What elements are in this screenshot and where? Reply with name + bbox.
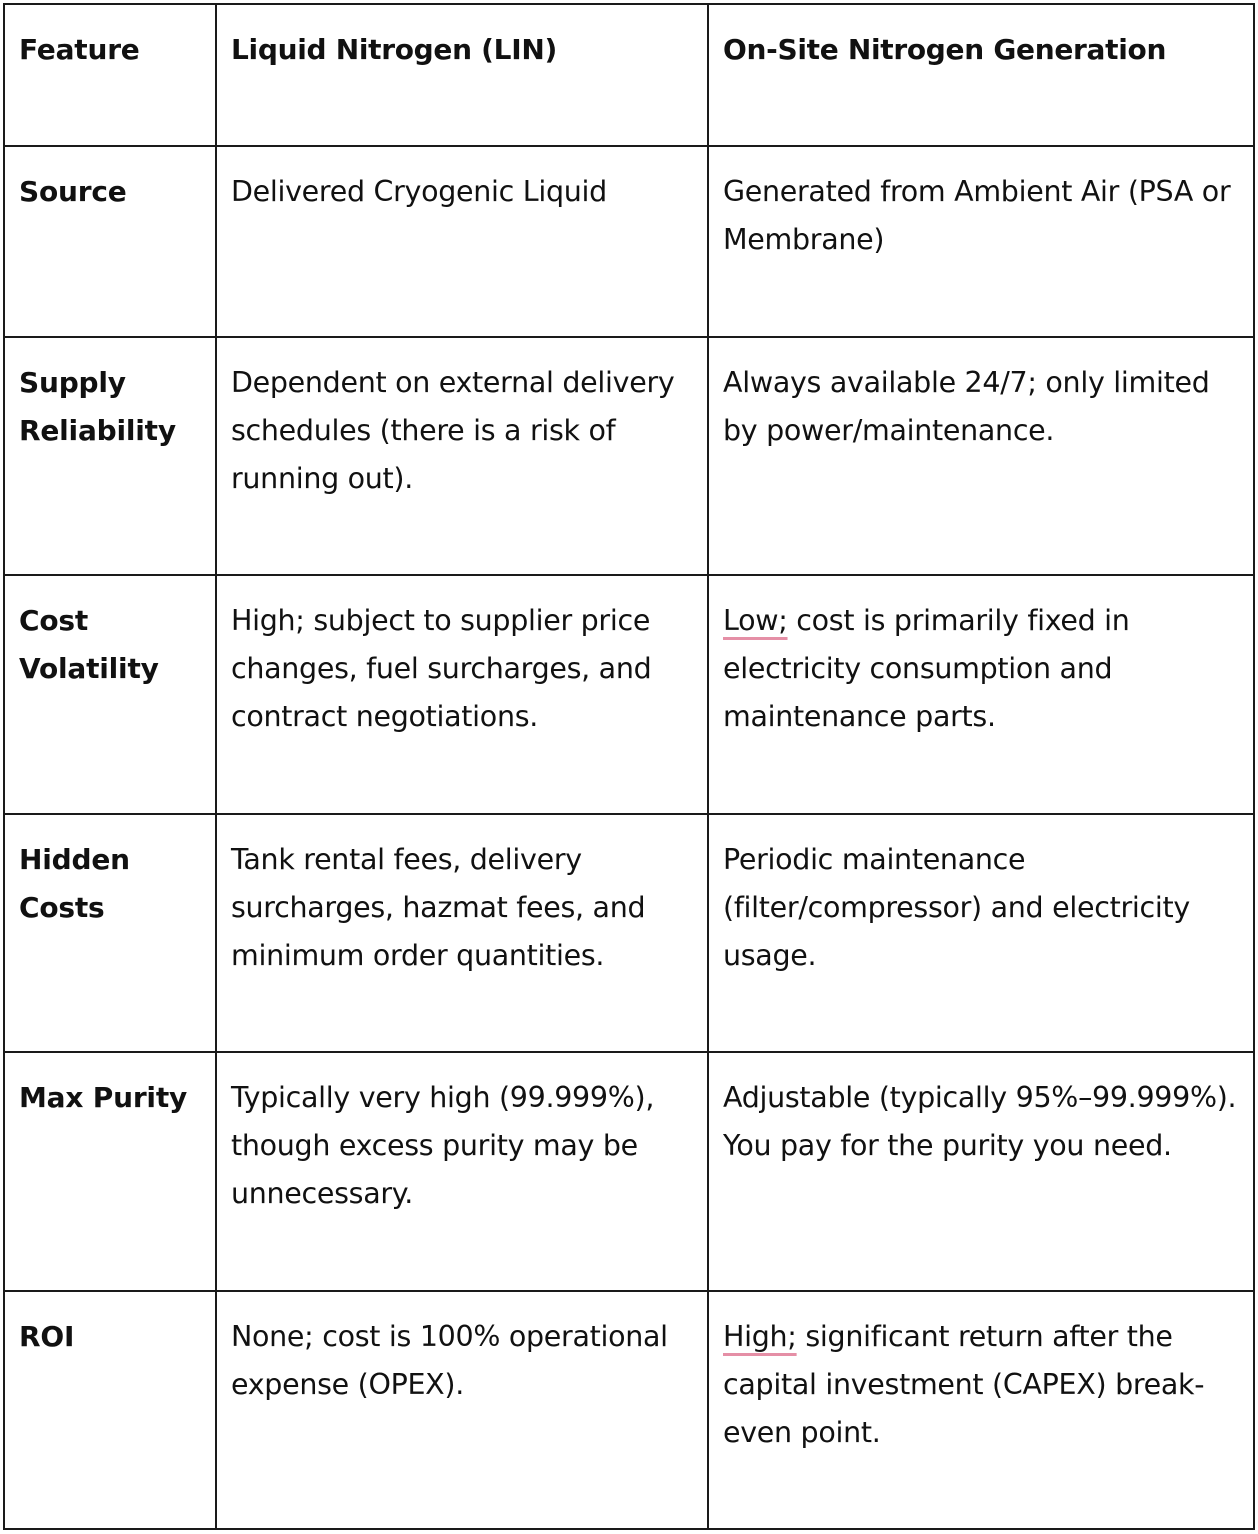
feature-cell: Cost Volatility	[4, 575, 216, 814]
header-on-site-generation: On-Site Nitrogen Generation	[708, 4, 1254, 146]
spellcheck-flagged-word[interactable]: Low;	[723, 604, 788, 637]
header-row	[4, 4, 1254, 146]
feature-cell: Max Purity	[4, 1052, 216, 1291]
onsite-cell-text: cost is primarily fixed in electricity consumption and maintenance parts.	[723, 604, 1130, 733]
onsite-cell	[708, 575, 1254, 814]
table-row-max-purity	[4, 1052, 1254, 1291]
feature-cell: Supply Reliability	[4, 337, 216, 575]
header-liquid-nitrogen: Liquid Nitrogen (LIN)	[216, 4, 708, 146]
onsite-cell: Adjustable (typically 95%–99.999%). You pay for the purity you need.	[708, 1052, 1254, 1291]
feature-cell: Source	[4, 146, 216, 337]
feature-cell: Hidden Costs	[4, 814, 216, 1052]
lin-cell: High; subject to supplier price changes, fuel surcharges, and contract negotiations.	[216, 575, 708, 814]
table-row-cost-volatility	[4, 575, 1254, 814]
onsite-cell: Periodic maintenance (filter/compressor) and electricity usage.	[708, 814, 1254, 1052]
onsite-cell: Generated from Ambient Air (PSA or Membrane)	[708, 146, 1254, 337]
comparison-table	[3, 3, 1255, 1530]
table-row-hidden-costs	[4, 814, 1254, 1052]
feature-cell: ROI	[4, 1291, 216, 1529]
lin-cell: None; cost is 100% operational expense (OPEX).	[216, 1291, 708, 1529]
spellcheck-flagged-word[interactable]: High;	[723, 1320, 797, 1353]
onsite-cell: Always available 24/7; only limited by power/maintenance.	[708, 337, 1254, 575]
onsite-cell-text: significant return after the capital investment (CAPEX) break-even point.	[723, 1320, 1205, 1449]
table-row-source	[4, 146, 1254, 337]
lin-cell: Tank rental fees, delivery surcharges, hazmat fees, and minimum order quantities.	[216, 814, 708, 1052]
table-row-supply-reliability	[4, 337, 1254, 575]
lin-cell: Delivered Cryogenic Liquid	[216, 146, 708, 337]
lin-cell: Dependent on external delivery schedules (there is a risk of running out).	[216, 337, 708, 575]
onsite-cell	[708, 1291, 1254, 1529]
table-row-roi	[4, 1291, 1254, 1529]
header-feature: Feature	[4, 4, 216, 146]
lin-cell: Typically very high (99.999%), though excess purity may be unnecessary.	[216, 1052, 708, 1291]
